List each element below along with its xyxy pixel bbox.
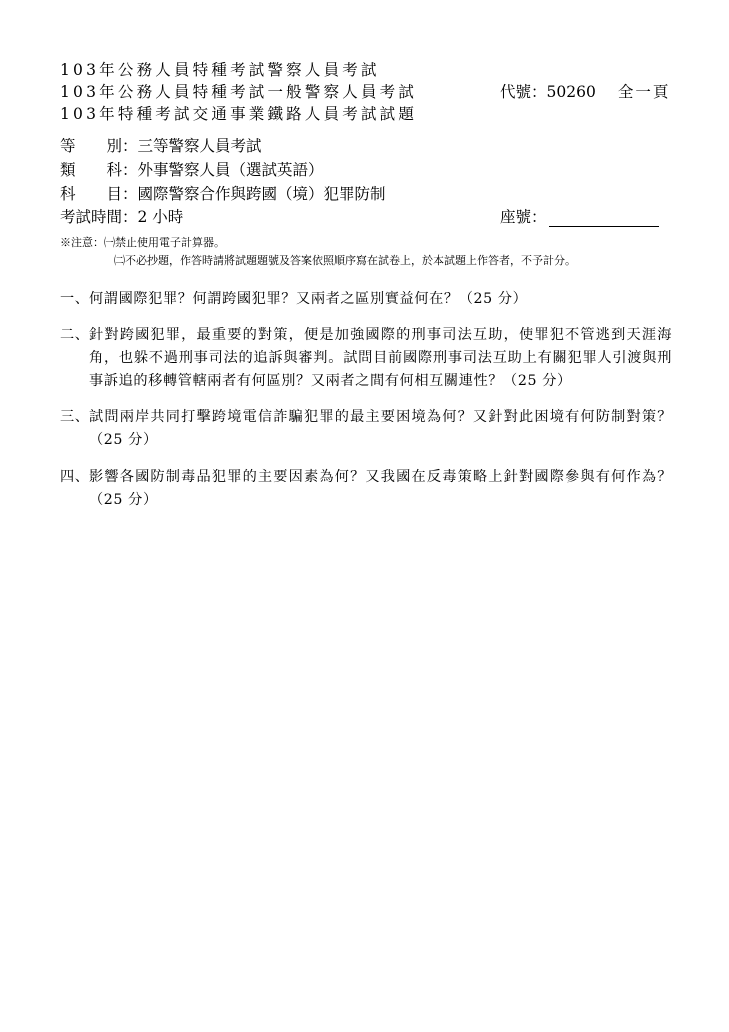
exam-title-3: 103年特種考試交通事業鐵路人員考試試題 bbox=[60, 105, 418, 123]
seat-label: 座號： bbox=[500, 208, 547, 226]
question-text: 針對跨國犯罪，最重要的對策，便是加強國際的刑事司法互助，使罪犯不管逃到天涯海角，也躲不過刑事司法的追訴與審判。試問目前國際刑事司法互助上有關犯罪人引渡與刑事訴追的移轉管轄兩者有何區別？又兩者之間有何相互關連性？（25 分） bbox=[89, 327, 672, 389]
note-1: ㈠禁止使用電子計算器。 bbox=[104, 236, 225, 249]
question-number: 一、 bbox=[60, 291, 90, 307]
question-1 bbox=[60, 288, 672, 311]
note-2: ㈡不必抄題，作答時請將試題題號及答案依照順序寫在試卷上，於本試題上作答者，不予計分。 bbox=[114, 254, 576, 267]
question-text: 何謂國際犯罪？何謂跨國犯罪？又兩者之區別實益何在？（25 分） bbox=[89, 291, 528, 307]
seat-blank-line bbox=[549, 210, 659, 227]
exam-code bbox=[500, 82, 670, 102]
exam-code-text: 代號：50260 bbox=[500, 83, 596, 101]
exam-title-1: 103年公務人員特種考試警察人員考試 bbox=[60, 61, 380, 79]
category-label: 等 別： bbox=[60, 137, 138, 155]
duration-value: 2 小時 bbox=[137, 208, 184, 226]
question-number: 三、 bbox=[60, 409, 90, 425]
question-text: 試問兩岸共同打擊跨境電信詐騙犯罪的最主要困境為何？又針對此困境有何防制對策？（25 分） bbox=[89, 409, 672, 448]
info-category bbox=[60, 136, 262, 156]
category-value: 三等警察人員考試 bbox=[137, 137, 262, 155]
page-count-text: 全一頁 bbox=[617, 83, 671, 101]
question-4 bbox=[60, 466, 672, 512]
department-value: 外事警察人員（選試英語） bbox=[137, 161, 324, 179]
duration-label: 考試時間： bbox=[60, 208, 138, 226]
exam-title-2: 103年公務人員特種考試一般警察人員考試 bbox=[60, 83, 418, 101]
question-number: 四、 bbox=[60, 469, 90, 485]
info-department bbox=[60, 160, 324, 180]
seat-number bbox=[500, 207, 659, 227]
question-text: 影響各國防制毒品犯罪的主要因素為何？又我國在反毒策略上針對國際參與有何作為？（25 分） bbox=[89, 469, 672, 508]
subject-value: 國際警察合作與跨國（境）犯罪防制 bbox=[137, 185, 386, 203]
department-label: 類 科： bbox=[60, 161, 138, 179]
note-line-1 bbox=[60, 234, 576, 252]
question-2 bbox=[60, 324, 672, 393]
subject-label: 科 目： bbox=[60, 185, 138, 203]
question-number: 二、 bbox=[60, 327, 90, 343]
info-duration bbox=[60, 207, 183, 227]
notes-block bbox=[60, 234, 576, 270]
notes-prefix: ※注意： bbox=[60, 236, 104, 249]
info-subject bbox=[60, 184, 386, 204]
question-3 bbox=[60, 406, 672, 452]
